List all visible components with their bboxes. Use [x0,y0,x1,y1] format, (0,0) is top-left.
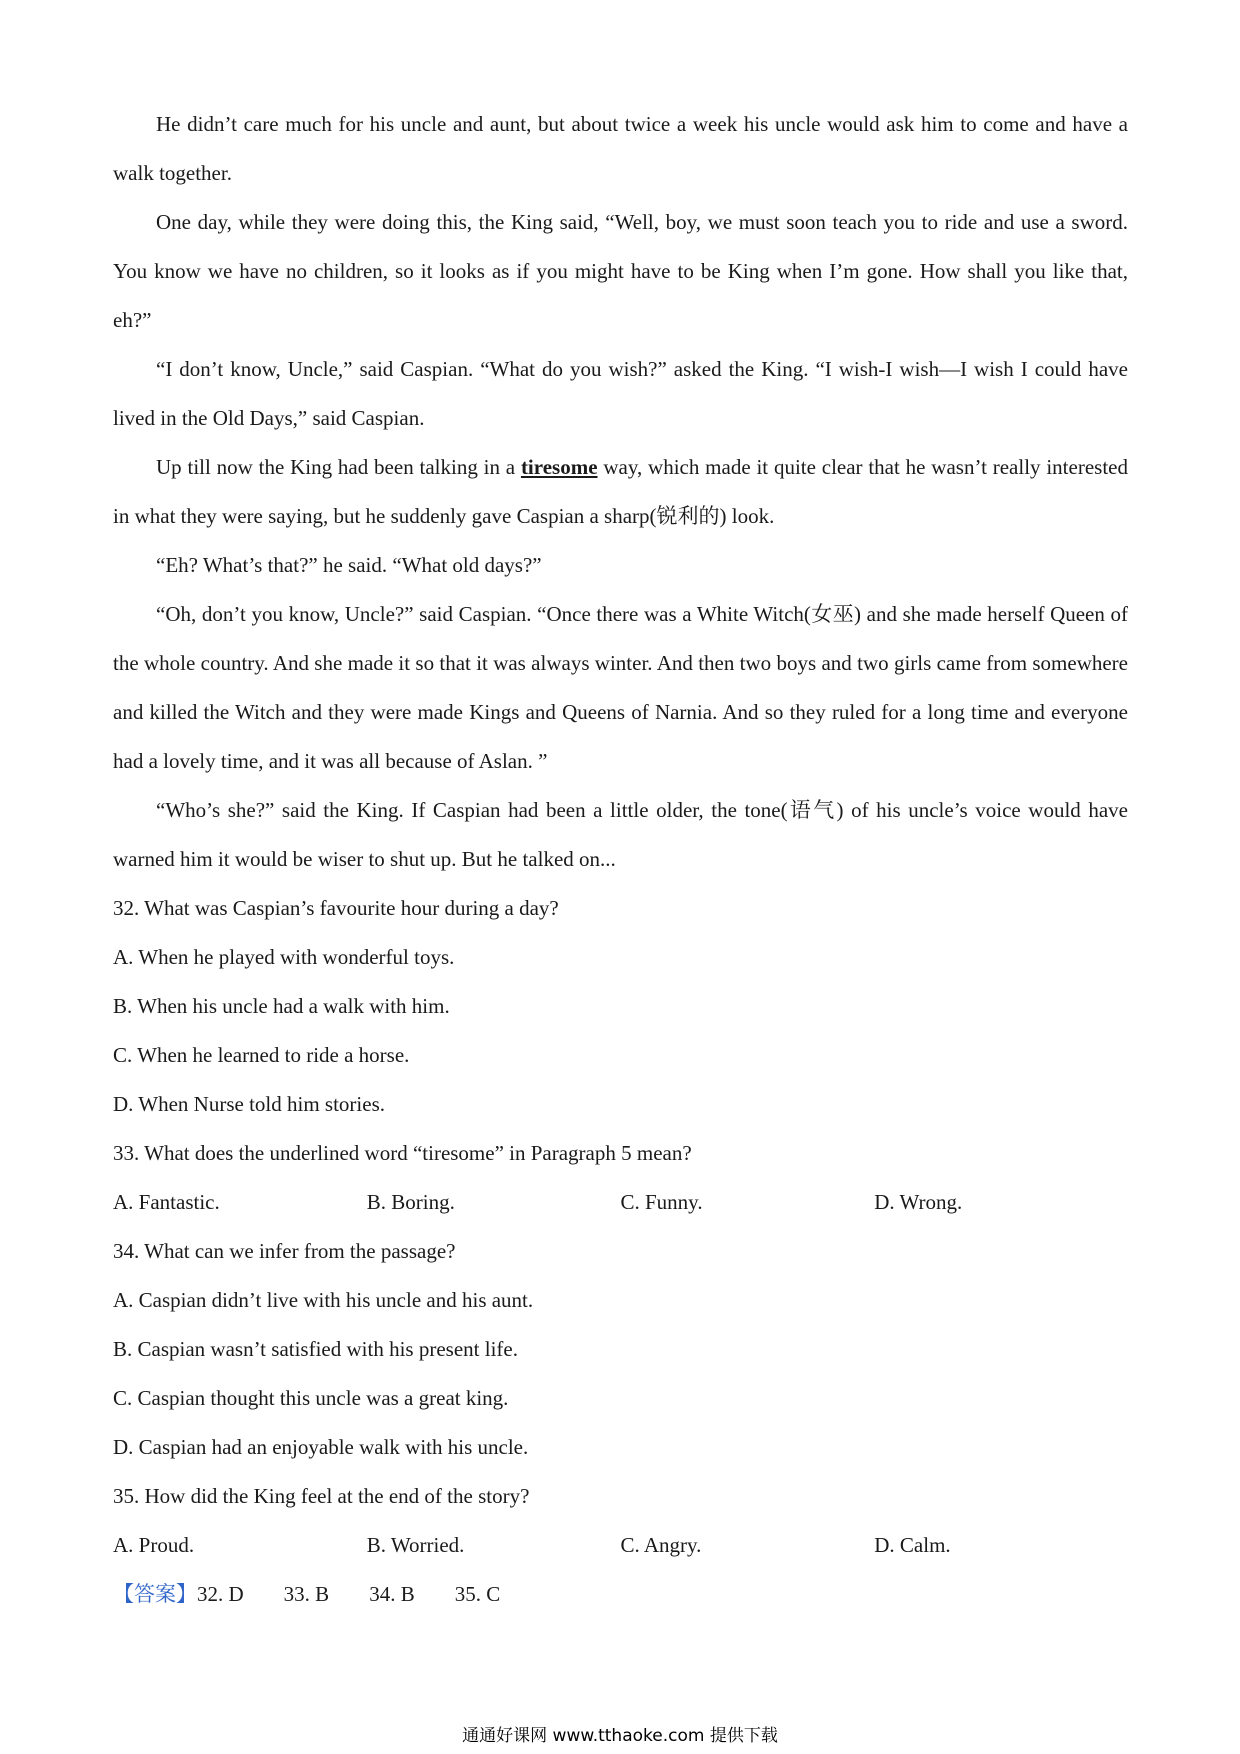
passage-paragraph-6: “Oh, don’t you know, Uncle?” said Caspian. “Once there was a White Witch(女巫) and she made herself Queen of the whole country. And she made it so that it was always winter. And then two boys and two girls came from somewhere and killed the Witch and they were made Kings and Queens of Narnia. And so they ruled for a long time and everyone had a lovely time, and it was all because of Aslan. ” [113,602,1128,773]
paragraph-4-after: way, which made it quite clear that he wasn’t really interested in what they were saying, but he suddenly gave Caspian a sharp(锐利的) look. [113,455,1128,528]
question-32-option-d: D. When Nurse told him stories. [113,1092,385,1116]
answer-tag: 【答案】 [113,1582,197,1606]
underlined-word-tiresome: tiresome [520,455,598,479]
question-35-option-b: B. Worried. [366,1533,465,1557]
question-35-stem: 35. How did the King feel at the end of the story? [113,1484,530,1508]
page-footer: 通通好课网 www.tthaoke.com 提供下载 [462,1726,778,1746]
question-33-option-d: D. Wrong. [874,1190,963,1214]
answer-key [113,1570,1128,1619]
question-33-option-b: B. Boring. [366,1190,455,1214]
question-33-option-c: C. Funny. [620,1190,703,1214]
question-33-options [113,1178,1128,1227]
passage-paragraph-1: He didn’t care much for his uncle and aunt, but about twice a week his uncle would ask him to come and have a walk together. [113,112,1128,185]
passage-paragraph-3: “I don’t know, Uncle,” said Caspian. “What do you wish?” asked the King. “I wish-I wish—I wish I could have lived in the Old Days,” said Caspian. [113,357,1128,430]
paragraph-4-before: Up till now the King had been talking in a [156,455,521,479]
answer-32: 32. D [197,1582,244,1606]
passage-paragraph-5: “Eh? What’s that?” he said. “What old days?” [156,553,542,577]
question-34-option-c: C. Caspian thought this uncle was a great king. [113,1386,509,1410]
question-34-stem: 34. What can we infer from the passage? [113,1239,456,1263]
document-page [113,100,1128,1619]
question-32-stem: 32. What was Caspian’s favourite hour during a day? [113,896,559,920]
question-35-option-c: C. Angry. [620,1533,702,1557]
answer-35: 35. C [454,1582,501,1606]
question-34-option-a: A. Caspian didn’t live with his uncle and his aunt. [113,1288,534,1312]
answer-33: 33. B [283,1582,330,1606]
question-34-option-d: D. Caspian had an enjoyable walk with his uncle. [113,1435,529,1459]
question-33-stem: 33. What does the underlined word “tiresome” in Paragraph 5 mean? [113,1141,692,1165]
passage-paragraph-7: “Who’s she?” said the King. If Caspian had been a little older, the tone(语气) of his uncle’s voice would have warned him it would be wiser to shut up. But he talked on... [113,798,1128,871]
question-34-option-b: B. Caspian wasn’t satisfied with his present life. [113,1337,518,1361]
question-32-option-c: C. When he learned to ride a horse. [113,1043,410,1067]
passage-paragraph-2: One day, while they were doing this, the King said, “Well, boy, we must soon teach you to ride and use a sword. You know we have no children, so it looks as if you might have to be King when I’m gone. How shall you like that, eh?” [113,210,1128,332]
question-35-options [113,1521,1128,1570]
answer-34: 34. B [369,1582,415,1606]
question-35-option-d: D. Calm. [874,1533,951,1557]
question-32-option-b: B. When his uncle had a walk with him. [113,994,450,1018]
question-33-option-a: A. Fantastic. [113,1190,220,1214]
passage-paragraph-4 [113,443,1128,541]
question-35-option-a: A. Proud. [113,1533,195,1557]
question-32-option-a: A. When he played with wonderful toys. [113,945,455,969]
